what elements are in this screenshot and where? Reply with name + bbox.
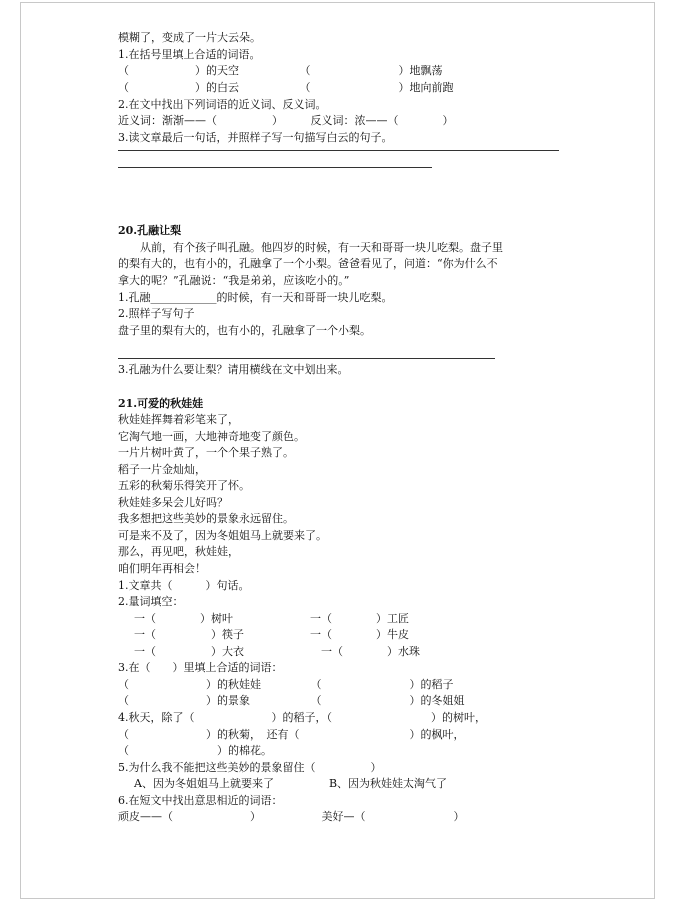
text-line: 2.在文中找出下列词语的近义词、反义词。	[118, 98, 327, 111]
text-line: 的梨有大的，也有小的，孔融拿了一个小梨。爸爸看见了，问道：“你为什么不	[118, 257, 498, 270]
text-line: 2.量词填空：	[118, 595, 184, 608]
section-title: 20.孔融让梨	[118, 224, 182, 237]
text-line: （ ）的天空 （ ）地飘荡	[118, 64, 443, 77]
text-line: 1.孔融____________的时候，有一天和哥哥一块儿吃梨。	[118, 291, 393, 304]
text-line: 一片片树叶黄了，一个个果子熟了。	[118, 446, 294, 459]
text-line: 可是来不及了，因为冬姐姐马上就要来了。	[118, 529, 327, 542]
text-line: 我多想把这些美妙的景象永远留住。	[118, 512, 294, 525]
text-line: 4.秋天，除了（ ）的稻子，（ ）的树叶，	[118, 711, 486, 724]
text-line: 2.照样子写句子	[118, 307, 195, 320]
answer-line	[118, 150, 559, 151]
text-line: 秋娃娃多呆会儿好吗？	[118, 496, 228, 509]
text-line: 它淘气地一画，大地神奇地变了颜色。	[118, 430, 305, 443]
text-line: 3.孔融为什么要让梨？请用横线在文中划出来。	[118, 363, 349, 376]
section-title: 21.可爱的秋娃娃	[118, 397, 204, 410]
text-line: 5.为什么我不能把这些美妙的景象留住（ ）	[118, 761, 382, 774]
text-line: 一（ ）大衣 一（ ）水珠	[134, 645, 420, 658]
text-line: 3.在（ ）里填上合适的词语：	[118, 661, 283, 674]
text-line: （ ）的秋菊， 还有（ ）的枫叶，	[118, 728, 465, 741]
text-line: 一（ ）树叶 一（ ）工匠	[134, 612, 409, 625]
text-line: 1.在括号里填上合适的词语。	[118, 48, 261, 61]
text-line: 一（ ）筷子 一（ ）牛皮	[134, 628, 409, 641]
text-line: （ ）的景象 （ ）的冬姐姐	[118, 694, 465, 707]
text-line: 6.在短文中找出意思相近的词语：	[118, 794, 283, 807]
text-line: （ ）的棉花。	[118, 744, 272, 757]
text-line: 秋娃娃挥舞着彩笔来了，	[118, 413, 239, 426]
text-line: （ ）的白云 （ ）地向前跑	[118, 81, 454, 94]
text-line: A、因为冬姐姐马上就要来了 B、因为秋娃娃太淘气了	[134, 777, 448, 790]
text-line: 拿大的呢？”孔融说：“我是弟弟，应该吃小的。”	[118, 274, 350, 287]
text-line: 3.读文章最后一句话，并照样子写一句描写白云的句子。	[118, 131, 393, 144]
text-line: 咱们明年再相会！	[118, 562, 206, 575]
text-line: 盘子里的梨有大的，也有小的，孔融拿了一个小梨。	[118, 324, 371, 337]
text-line: 稻子一片金灿灿，	[118, 463, 206, 476]
answer-line	[118, 358, 495, 359]
text-line: 那么，再见吧，秋娃娃，	[118, 545, 239, 558]
text-line: 近义词：渐渐——（ ） 反义词：浓——（ ）	[118, 114, 454, 127]
text-line: 1.文章共（ ）句话。	[118, 579, 250, 592]
text-line: 五彩的秋菊乐得笑开了怀。	[118, 479, 250, 492]
document-page	[20, 2, 655, 899]
text-line: 模糊了，变成了一片大云朵。	[118, 31, 261, 44]
answer-line	[118, 167, 432, 168]
text-line: 顽皮——（ ） 美好—（ ）	[118, 810, 465, 823]
text-line: （ ）的秋娃娃 （ ）的稻子	[118, 678, 454, 691]
text-line: 从前，有个孩子叫孔融。他四岁的时候，有一天和哥哥一块儿吃梨。盘子里	[140, 241, 503, 254]
